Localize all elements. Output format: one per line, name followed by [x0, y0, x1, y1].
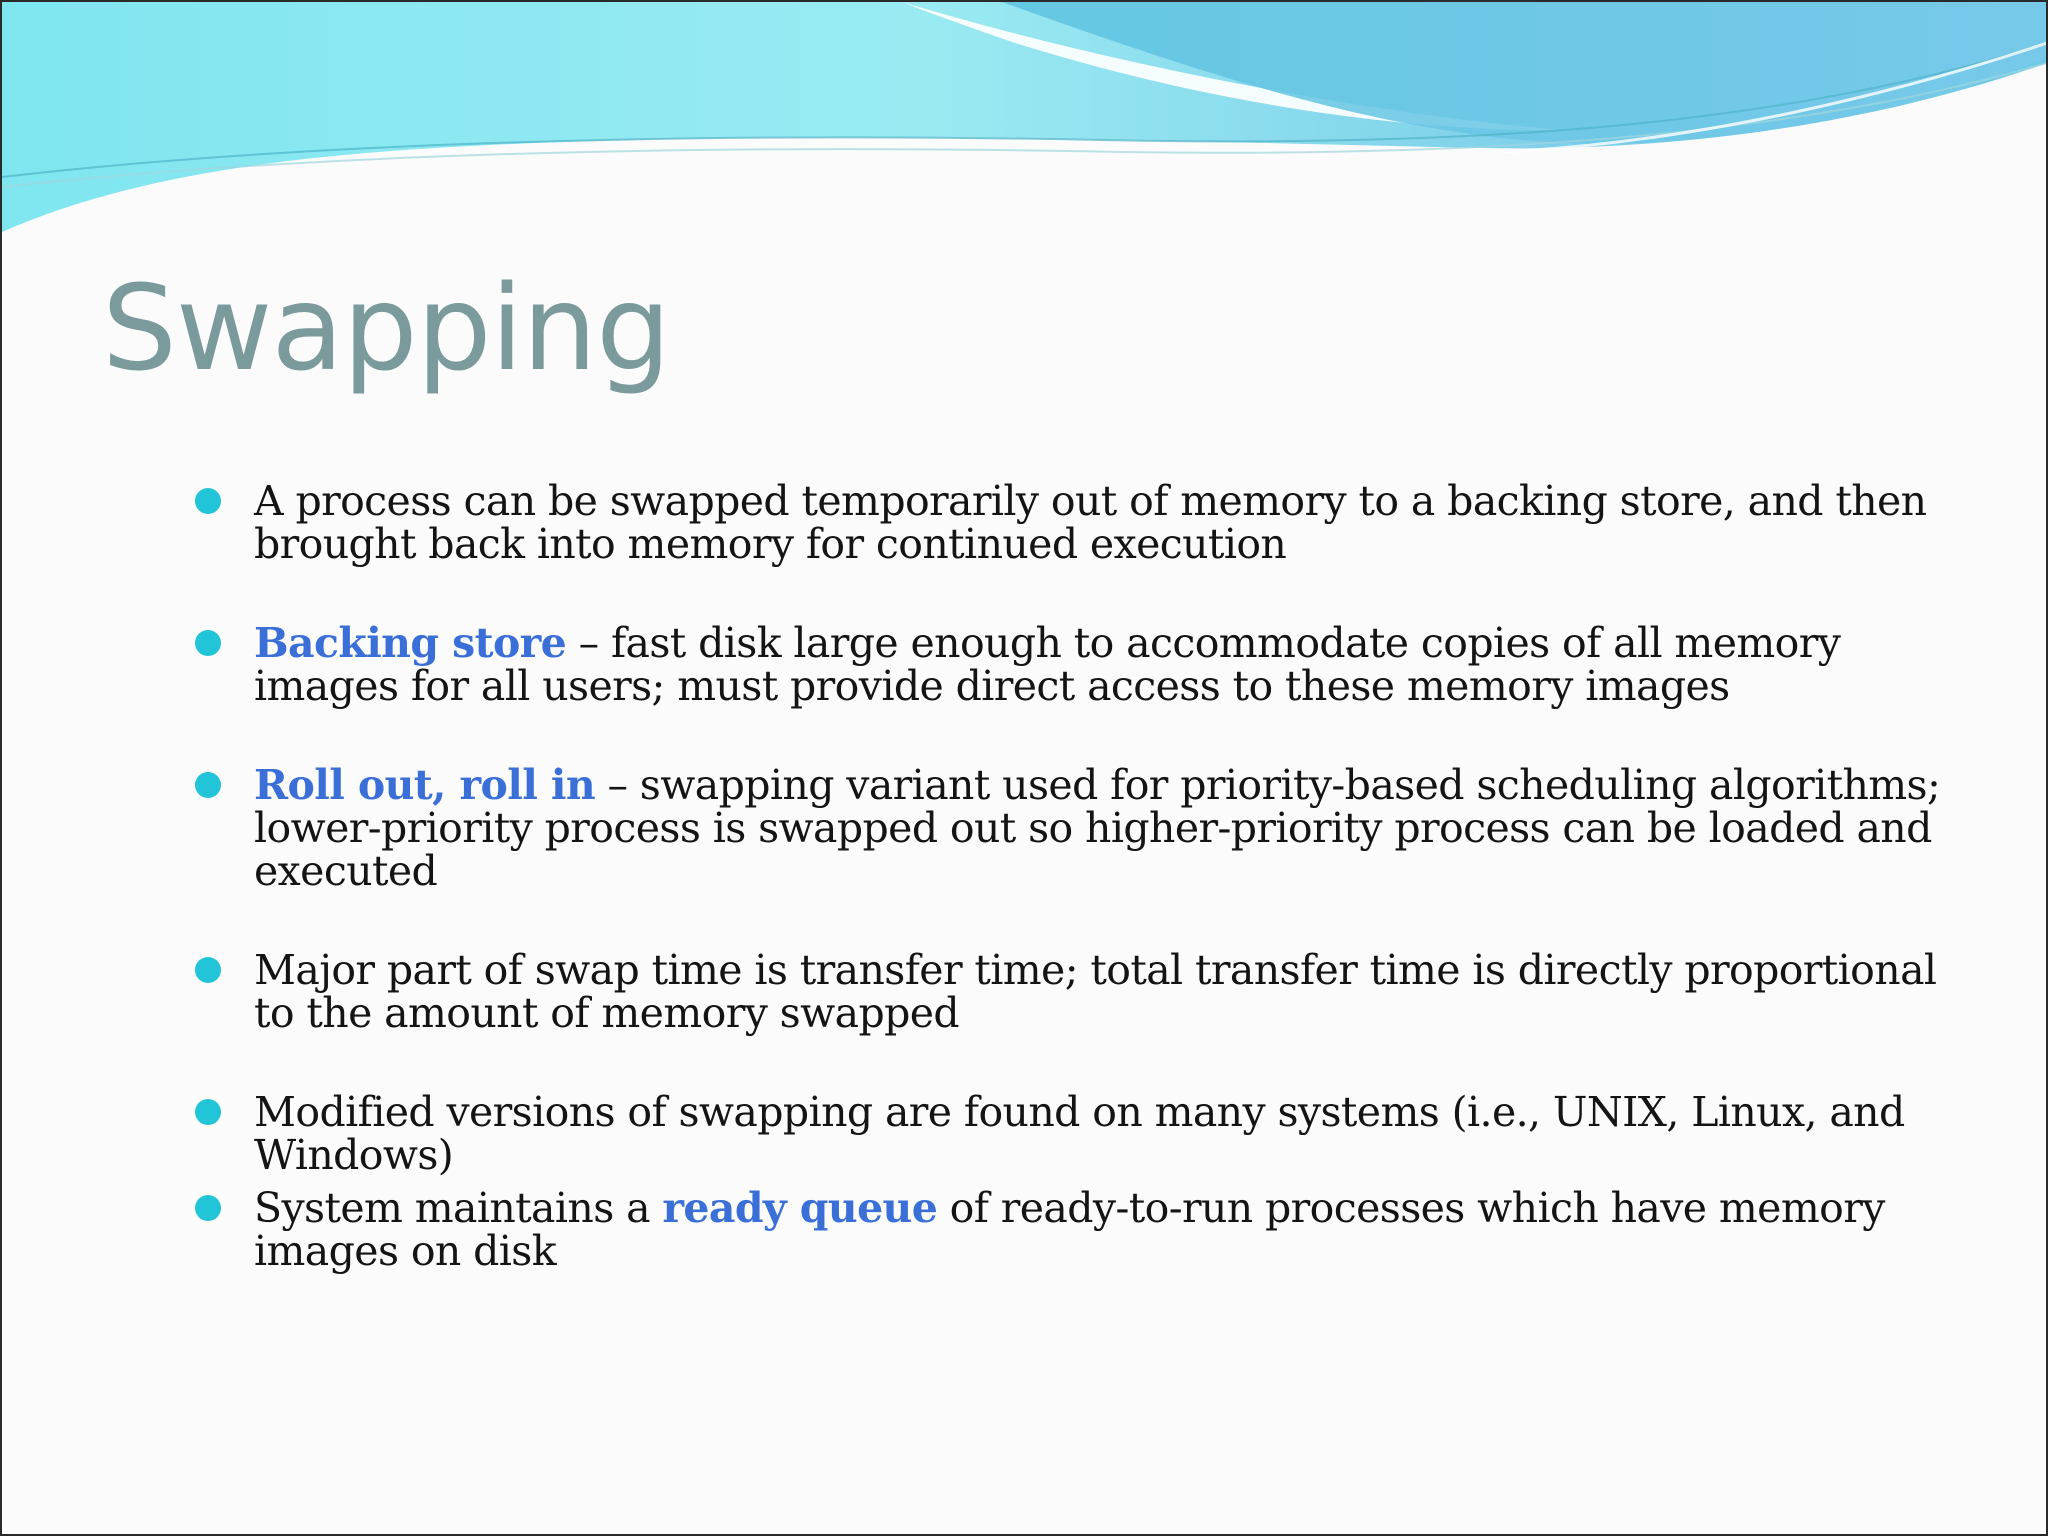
bullet-text: System maintains a: [254, 1184, 663, 1232]
bullet-text: Major part of swap time is transfer time; total transfer time is directly proportional to the amount of memory swapped: [254, 946, 1937, 1037]
bullet-item: [254, 619, 1954, 710]
bullet-term: Backing store: [254, 619, 567, 667]
bullet-dot-icon: [195, 488, 221, 514]
bullet-dot-icon: [195, 772, 221, 798]
bullet-dot-icon: [195, 957, 221, 983]
bullet-term: Roll out, roll in: [254, 761, 596, 809]
bullet-text: – fast disk large enough to accommodate copies of all memory images for all users; must provide direct access to these memory images: [254, 619, 1841, 710]
bullet-term: ready queue: [662, 1184, 938, 1232]
header-wave-decoration: [2, 2, 2048, 242]
bullet-text: of ready-to-run processes which have memory images on disk: [254, 1184, 1885, 1275]
bullet-dot-icon: [195, 1195, 221, 1221]
bullet-item: [254, 1184, 1954, 1275]
bullet-item: [254, 1088, 1954, 1179]
bullet-dot-icon: [195, 630, 221, 656]
bullet-text: – swapping variant used for priority-based scheduling algorithms; lower-priority process is swapped out so higher-priority process can be loaded and executed: [254, 761, 1941, 895]
bullet-item: [254, 477, 1954, 568]
bullet-item: [254, 946, 1954, 1037]
bullet-dot-icon: [195, 1099, 221, 1125]
bullet-list: [254, 477, 1954, 1329]
slide-title: Swapping: [102, 259, 670, 397]
bullet-text: A process can be swapped temporarily out of memory to a backing store, and then brought back into memory for continued execution: [254, 477, 1927, 568]
bullet-text: Modified versions of swapping are found on many systems (i.e., UNIX, Linux, and Windows): [254, 1088, 1905, 1179]
bullet-item: [254, 761, 1954, 895]
